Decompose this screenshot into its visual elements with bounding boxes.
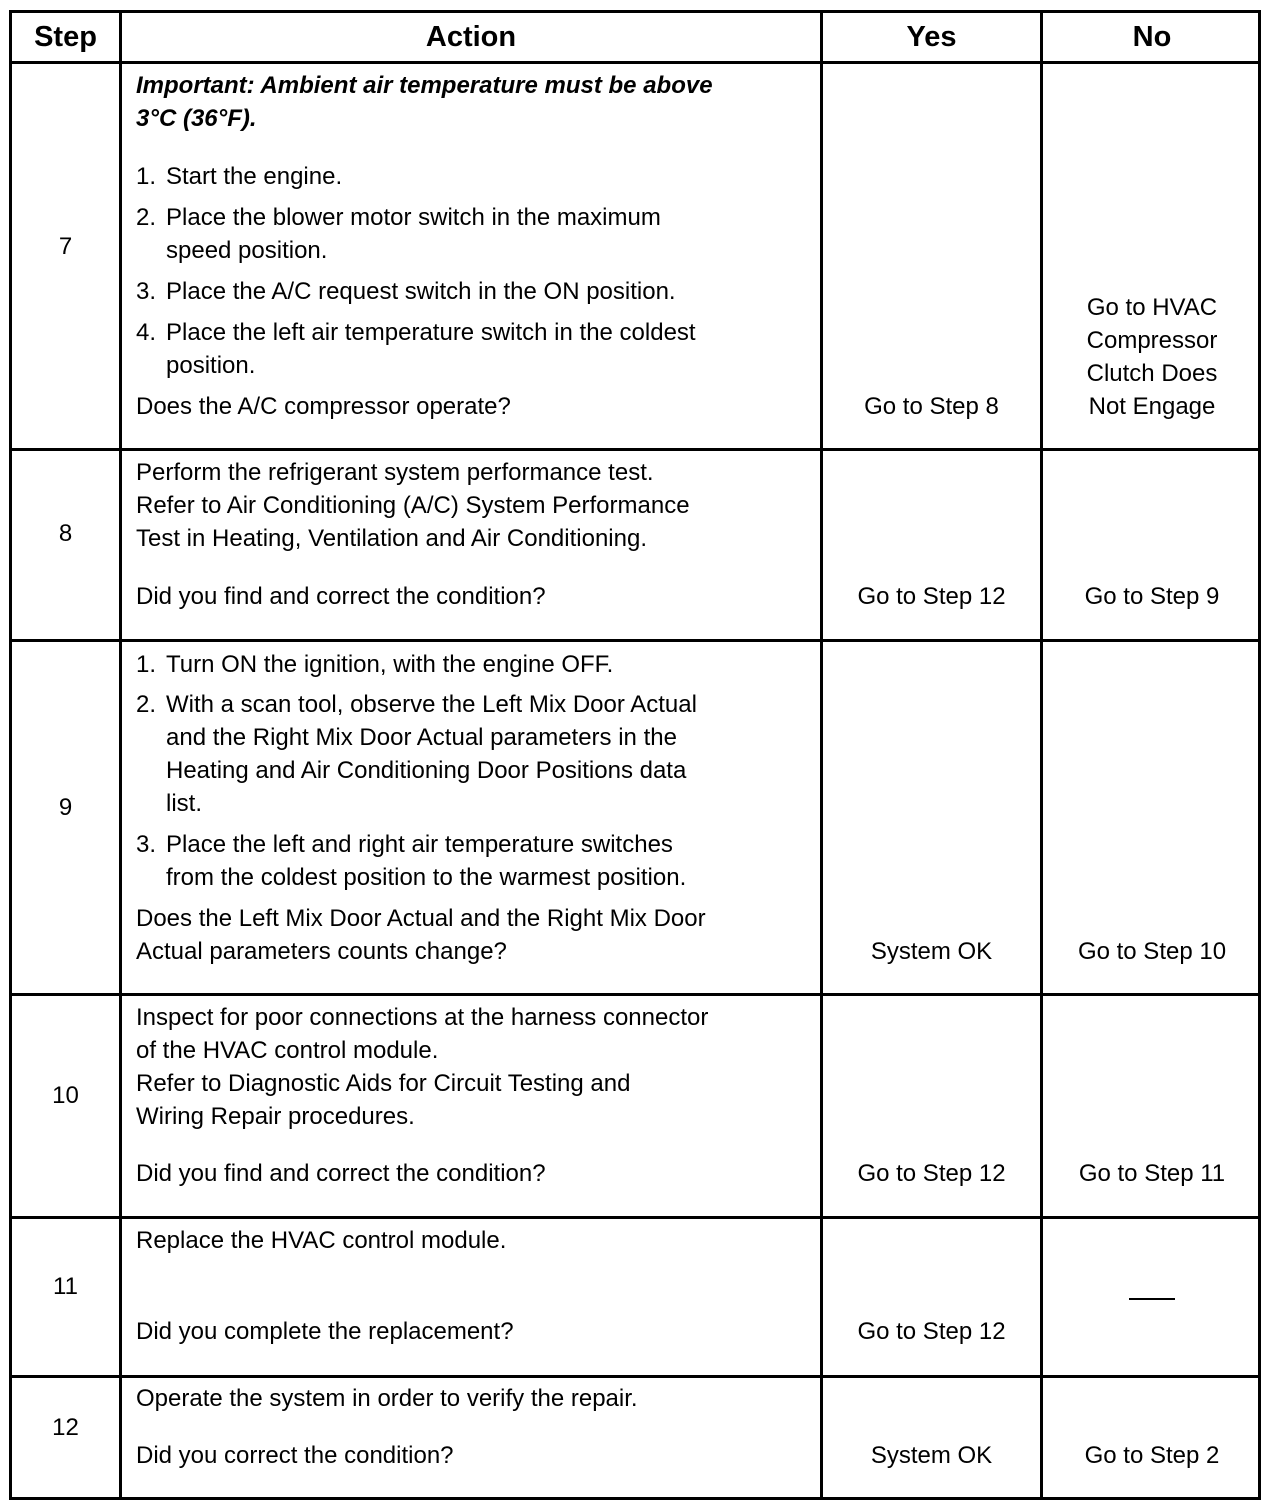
no-result: Clutch Does: [1086, 360, 1218, 387]
important-note: 3°C (36°F).: [136, 105, 257, 132]
no-result: Go to HVAC: [1086, 294, 1218, 321]
list-item: from the coldest position to the warmest position.: [166, 864, 687, 891]
row-divider: [12, 1375, 1258, 1378]
row-divider: [12, 639, 1258, 642]
row-divider: [12, 993, 1258, 996]
no-result: Compressor: [1086, 327, 1218, 354]
column-divider: [1040, 13, 1043, 1497]
question: Did you correct the condition?: [136, 1442, 454, 1469]
header-step: Step: [34, 20, 97, 53]
action-text: Test in Heating, Ventilation and Air Conditioning.: [136, 525, 647, 552]
list-item: Place the blower motor switch in the maximum: [166, 204, 661, 231]
column-divider: [820, 13, 823, 1497]
no-result: Go to Step 2: [1084, 1442, 1220, 1469]
action-text: Refer to Diagnostic Aids for Circuit Testing and: [136, 1070, 631, 1097]
list-item: list.: [166, 790, 202, 817]
step-number: 12: [52, 1414, 79, 1441]
list-item: Place the left air temperature switch in the coldest: [166, 319, 696, 346]
list-item: Heating and Air Conditioning Door Positions data: [166, 757, 687, 784]
yes-result: Go to Step 12: [857, 583, 1006, 610]
yes-result: Go to Step 8: [864, 393, 999, 420]
list-item-number: 1.: [136, 651, 157, 678]
question: Did you find and correct the condition?: [136, 1160, 546, 1187]
no-result: Not Engage: [1088, 393, 1216, 420]
column-divider: [119, 13, 122, 1497]
yes-result: Go to Step 12: [857, 1318, 1006, 1345]
important-note: Important: Ambient air temperature must be above: [136, 72, 713, 99]
list-item-number: 4.: [136, 319, 157, 346]
step-number: 11: [53, 1273, 78, 1300]
question: Does the A/C compressor operate?: [136, 393, 511, 420]
action-text: Refer to Air Conditioning (A/C) System Performance: [136, 492, 690, 519]
step-number: 10: [52, 1082, 79, 1109]
action-text: Perform the refrigerant system performance test.: [136, 459, 654, 486]
yes-result: System OK: [870, 938, 993, 965]
list-item-number: 3.: [136, 831, 157, 858]
list-item-number: 2.: [136, 691, 157, 718]
no-result: Go to Step 10: [1077, 938, 1227, 965]
list-item-number: 1.: [136, 163, 157, 190]
list-item-number: 2.: [136, 204, 157, 231]
list-item: and the Right Mix Door Actual parameters in the: [166, 724, 677, 751]
list-item: Turn ON the ignition, with the engine OFF.: [166, 651, 614, 678]
no-result: [1043, 1279, 1261, 1312]
diagnostic-table: [9, 10, 1261, 1500]
step-number: 8: [58, 520, 73, 547]
row-divider: [12, 448, 1258, 451]
list-item: speed position.: [166, 237, 328, 264]
step-number: 7: [58, 232, 73, 260]
row-divider: [12, 61, 1258, 64]
row-divider: [12, 1216, 1258, 1219]
header-no: No: [1132, 20, 1172, 53]
list-item: Start the engine.: [166, 163, 343, 190]
question: Actual parameters counts change?: [136, 938, 507, 965]
list-item-number: 3.: [136, 278, 157, 305]
yes-result: System OK: [870, 1442, 993, 1469]
action-text: Inspect for poor connections at the harness connector: [136, 1004, 709, 1031]
not-applicable-dash: [1129, 1298, 1175, 1300]
header-yes: Yes: [906, 20, 957, 53]
action-text: of the HVAC control module.: [136, 1037, 439, 1064]
action-text: Operate the system in order to verify the repair.: [136, 1385, 638, 1412]
header-action: Action: [425, 20, 517, 53]
list-item: Place the A/C request switch in the ON position.: [166, 278, 676, 305]
question: Did you find and correct the condition?: [136, 583, 546, 610]
list-item: With a scan tool, observe the Left Mix Door Actual: [166, 691, 697, 718]
no-result: Go to Step 11: [1078, 1160, 1226, 1187]
action-text: Replace the HVAC control module.: [136, 1227, 507, 1254]
question: Did you complete the replacement?: [136, 1318, 514, 1345]
question: Does the Left Mix Door Actual and the Right Mix Door: [136, 905, 706, 932]
no-result: Go to Step 9: [1084, 583, 1220, 610]
list-item: position.: [166, 352, 256, 379]
list-item: Place the left and right air temperature switches: [166, 831, 673, 858]
yes-result: Go to Step 12: [857, 1160, 1006, 1187]
step-number: 9: [58, 794, 73, 821]
action-text: Wiring Repair procedures.: [136, 1103, 415, 1130]
